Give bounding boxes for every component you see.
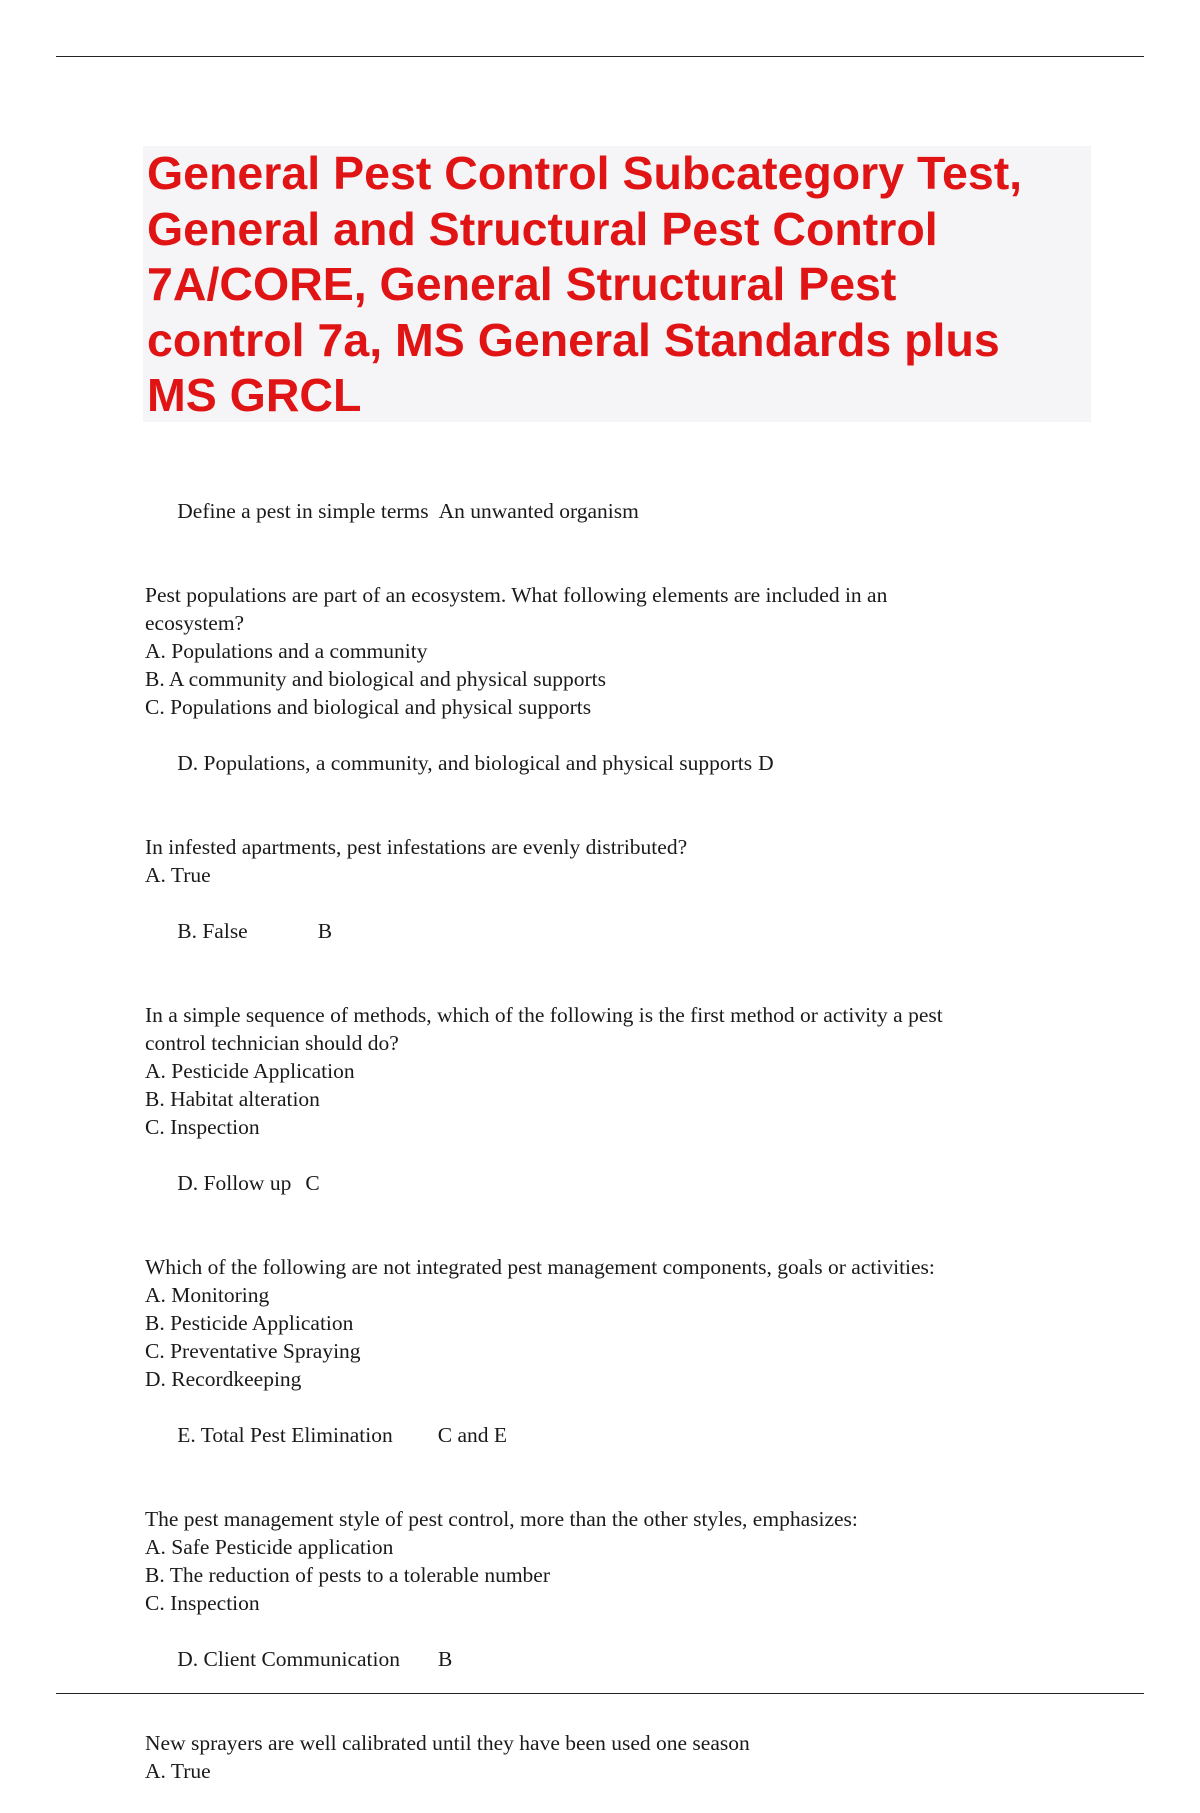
question-block bbox=[145, 1505, 1105, 1701]
title-line: MS GRCL bbox=[147, 369, 362, 421]
question-text: Which of the following are not integrated pest management components, goals or activities: bbox=[145, 1255, 935, 1279]
option-text: B. The reduction of pests to a tolerable number bbox=[145, 1563, 551, 1587]
top-rule bbox=[56, 56, 1144, 57]
title-box bbox=[143, 146, 1091, 422]
option-text: B. A community and biological and physical supports bbox=[145, 667, 607, 691]
question-text: The pest management style of pest control, more than the other styles, emphasizes: bbox=[145, 1507, 858, 1531]
question-list bbox=[145, 469, 1105, 1813]
title-line: 7A/CORE, General Structural Pest bbox=[147, 258, 897, 310]
option-text: A. True bbox=[145, 1759, 211, 1783]
question-text: Pest populations are part of an ecosystem. What following elements are included in an bbox=[145, 583, 888, 607]
title-line: General and Structural Pest Control bbox=[147, 202, 938, 255]
question-block bbox=[145, 1729, 1105, 1785]
question-text: Define a pest in simple terms bbox=[177, 499, 429, 523]
answer-text: C and E bbox=[437, 1423, 508, 1447]
answer-text: B bbox=[438, 1647, 453, 1671]
document-title bbox=[147, 146, 1087, 424]
option-text: B. Habitat alteration bbox=[145, 1087, 320, 1111]
option-text: B. False bbox=[177, 919, 248, 943]
option-text: A. True bbox=[145, 863, 211, 887]
question-text: In infested apartments, pest infestations are evenly distributed? bbox=[145, 835, 688, 859]
option-text: D. Populations, a community, and biological and physical supports bbox=[177, 751, 753, 775]
option-text: C. Inspection bbox=[145, 1591, 260, 1615]
option-text: E. Total Pest Elimination bbox=[177, 1423, 393, 1447]
question-block bbox=[145, 1001, 1105, 1225]
answer-text: An unwanted organism bbox=[438, 499, 639, 523]
title-line: control 7a, MS General Standards plus bbox=[147, 313, 1000, 366]
option-text: C. Preventative Spraying bbox=[145, 1339, 361, 1363]
question-text: control technician should do? bbox=[145, 1031, 399, 1055]
option-text: A. Safe Pesticide application bbox=[145, 1535, 394, 1559]
question-block bbox=[145, 833, 1105, 973]
question-text: In a simple sequence of methods, which of the following is the first method or activity a pest bbox=[145, 1003, 943, 1027]
question-text: ecosystem? bbox=[145, 611, 245, 635]
answer-text: C bbox=[305, 1171, 320, 1195]
option-text: C. Populations and biological and physical supports bbox=[145, 695, 592, 719]
question-block bbox=[145, 1253, 1105, 1477]
answer-text: B bbox=[317, 919, 333, 943]
option-text: A. Populations and a community bbox=[145, 639, 428, 663]
question-block bbox=[145, 581, 1105, 805]
title-line: General Pest Control Subcategory Test, bbox=[147, 147, 1023, 199]
bottom-rule bbox=[56, 1693, 1144, 1694]
answer-text: D bbox=[758, 751, 774, 775]
option-text: D. Recordkeeping bbox=[145, 1367, 302, 1391]
option-text: B. Pesticide Application bbox=[145, 1311, 354, 1335]
question-block bbox=[145, 469, 1105, 553]
option-text: D. Follow up bbox=[177, 1171, 292, 1195]
option-text: A. Pesticide Application bbox=[145, 1059, 355, 1083]
option-text: C. Inspection bbox=[145, 1115, 260, 1139]
question-text: New sprayers are well calibrated until they have been used one season bbox=[145, 1731, 750, 1755]
option-text: A. Monitoring bbox=[145, 1283, 270, 1307]
option-text: D. Client Communication bbox=[177, 1647, 400, 1671]
